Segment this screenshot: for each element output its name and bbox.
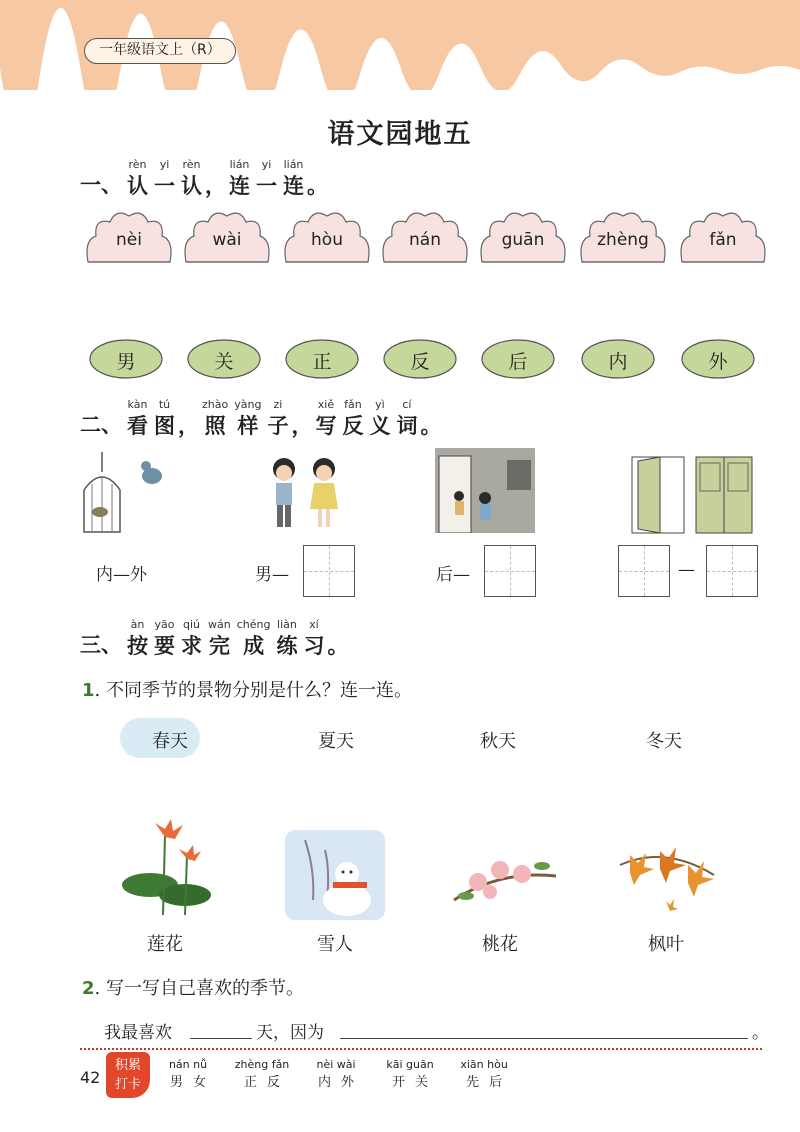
peach-blossom-illustration[interactable] — [450, 840, 560, 910]
section1-number: 一、 — [80, 173, 122, 197]
character-leaf-label: 正 — [312, 351, 332, 373]
character-leaf[interactable] — [186, 338, 262, 380]
reason-blank[interactable] — [340, 1038, 748, 1039]
lotus-illustration[interactable] — [115, 815, 215, 920]
section3-heading: 三、 àn 按 yāo 要 qiú 求 wán 完 chéng 成 liàn 练 xí 习 。 — [80, 618, 349, 658]
section2-number: 二、 — [80, 413, 122, 437]
pinyin-card-label: zhèng — [597, 230, 649, 250]
fill-prefix: 我最喜欢 — [104, 1023, 172, 1043]
footer-word-list — [160, 1058, 512, 1090]
antonym-pair-4-dash: — — [678, 560, 695, 580]
fill-middle: 天，因为 — [256, 1023, 324, 1043]
pinyin-card[interactable] — [82, 206, 176, 272]
season-spring[interactable]: 春天 — [152, 731, 188, 752]
pinyin-card-label: nán — [409, 230, 441, 250]
doors-illustration — [630, 455, 760, 535]
maple-leaves-illustration[interactable] — [610, 835, 720, 920]
question-1: 1. 不同季节的景物分别是什么？连一连。 — [82, 680, 412, 701]
page-number: 42 — [80, 1068, 101, 1087]
antonym-pair-2-label: 男— — [255, 565, 289, 585]
pinyin-card-label: guān — [501, 230, 545, 250]
birdcage-illustration — [80, 450, 180, 540]
season-autumn[interactable]: 秋天 — [480, 731, 516, 752]
character-leaf-label: 内 — [608, 351, 628, 373]
thing-maple-leaf: 枫叶 — [648, 934, 684, 955]
character-leaf[interactable] — [88, 338, 164, 380]
thing-peach-blossom: 桃花 — [482, 934, 518, 955]
footer-word: nán nǚ 男女 — [168, 1058, 217, 1090]
antonym-pair-3-label: 后— — [436, 565, 470, 585]
thing-lotus: 莲花 — [147, 934, 183, 955]
writing-box[interactable] — [706, 545, 758, 597]
character-leaf[interactable] — [580, 338, 656, 380]
section1-heading: 一、 rèn 认 yi 一 rèn 认 ， lián 连 yi 一 lián 连 。 — [80, 158, 328, 198]
page-title: 语文园地五 — [327, 119, 473, 150]
character-leaf[interactable] — [680, 338, 756, 380]
character-leaf-label: 后 — [508, 351, 528, 373]
thing-snowman: 雪人 — [317, 934, 353, 955]
character-leaf-label: 关 — [214, 351, 234, 373]
pinyin-card[interactable] — [576, 206, 670, 272]
season-blank[interactable] — [190, 1038, 252, 1039]
footer-word: kāi guān 开关 — [386, 1058, 439, 1090]
pinyin-card-label: fǎn — [709, 230, 737, 250]
writing-box[interactable] — [618, 545, 670, 597]
antonym-example: 内—外 — [96, 565, 147, 585]
pinyin-card[interactable] — [180, 206, 274, 272]
accumulate-badge: 积累 打卡 — [106, 1052, 150, 1098]
season-summer[interactable]: 夏天 — [318, 731, 354, 752]
section2-heading: 二、 kàn 看 tú 图 ， zhào 照 yàng 样 zi 子 ， xiě 写 fǎn 反 yì 义 cí 词 。 — [80, 398, 442, 438]
door-children-illustration — [435, 448, 535, 533]
pinyin-card[interactable] — [280, 206, 374, 272]
season-winter[interactable]: 冬天 — [646, 731, 682, 752]
pinyin-card[interactable] — [476, 206, 570, 272]
section3-number: 三、 — [80, 633, 122, 657]
pinyin-card-label: hòu — [311, 230, 343, 250]
character-leaf-label: 男 — [116, 351, 136, 373]
footer-word: zhèng fǎn 正反 — [234, 1058, 291, 1090]
character-leaf[interactable] — [382, 338, 458, 380]
character-leaf-label: 外 — [708, 351, 728, 373]
character-leaf[interactable] — [480, 338, 556, 380]
pinyin-card-label: nèi — [116, 230, 142, 250]
pinyin-card[interactable] — [676, 206, 770, 272]
boy-girl-illustration — [262, 455, 352, 535]
footer-word: nèi wài 内外 — [316, 1058, 365, 1090]
character-leaf[interactable] — [284, 338, 360, 380]
pinyin-card[interactable] — [378, 206, 472, 272]
question-2: 2. 写一写自己喜欢的季节。 — [82, 978, 304, 999]
writing-box[interactable] — [484, 545, 536, 597]
footer-word: xiān hòu 先后 — [460, 1058, 513, 1090]
character-leaf-label: 反 — [410, 351, 430, 373]
writing-box[interactable] — [303, 545, 355, 597]
book-label: 一年级语文上（R） — [84, 38, 236, 64]
fill-end: 。 — [752, 1023, 769, 1043]
pinyin-card-label: wài — [212, 230, 242, 250]
footer-divider — [80, 1048, 762, 1050]
snowman-illustration[interactable] — [285, 830, 385, 920]
